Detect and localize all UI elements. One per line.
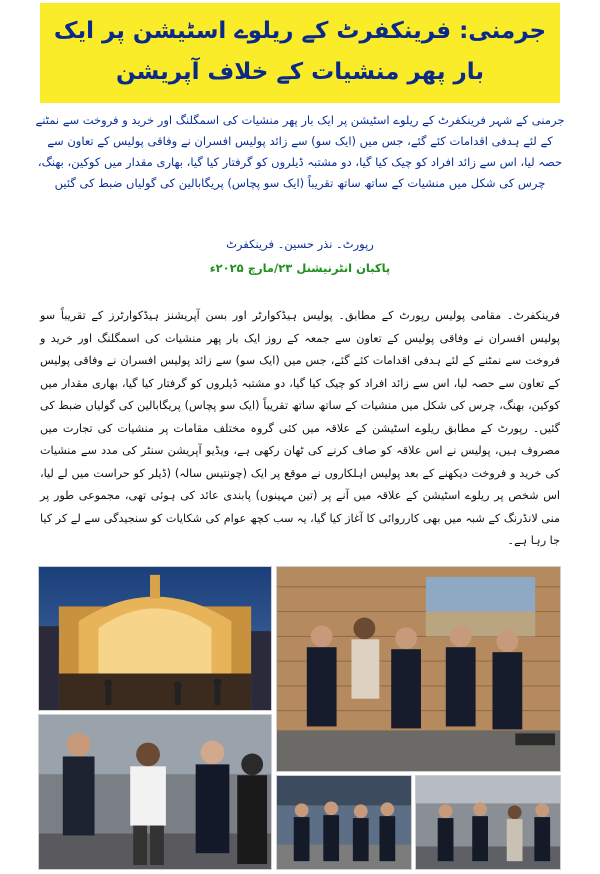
dateline: پاکبان انٹرنیشنل ۲۳/مارچ ۲۰۲۵ء xyxy=(209,261,391,275)
summary xyxy=(35,110,565,194)
headline-banner xyxy=(40,3,560,103)
photo-police-search xyxy=(276,566,561,772)
photo-officers-concourse xyxy=(276,775,412,870)
body-text: فرینکفرٹ۔ مقامی پولیس رپورٹ کے مطابق۔ پولیس ہیڈکوارٹر اور بسن آپریشنز ہیڈکوارٹرز کے تقریباً سو پولیس افسران نے وفاقی پولیس کے تعاون سے جمعہ کے روز ایک بار پھر منشیات کی اسمگلنگ اور خرید و فروخت سے نمٹنے کے لئے ہدفی اقدامات کئے گئے، جس میں (ایک سو) سے زائد پولیس افسران نے وفاقی پولیس کے تعاون سے حصہ لیا، اس سے زائد افراد کو چیک کیا گیا، دو مشتبہ ڈیلروں کو گرفتار کیا گیا، بھاری مقدار میں کوکین، بھنگ، چرس کی شکل میں منشیات کے ساتھ ساتھ تقریباً (ایک سو پچاس) پریگابالین کی گولیاں ضبط کی گئیں۔ رپورٹ کے مطابق ریلوے اسٹیشن کے علاقہ میں کئی گروہ مختلف مقامات پر منشیات کی تجارت میں مصروف ہیں، پولیس نے اس علاقہ کو صاف کرنے کی ٹھان رکھی ہے، ویڈیو آپریشن سنٹر کی مدد سے منشیات کی خرید و فروخت دیکھنے کے بعد پولیس اہلکاروں نے موقع پر ایک (چونتیس سالہ) (ڈیلر کو حراست میں لے لیا، اس شخص پر ریلوے اسٹیشن کے علاقہ میں آنے پر (تین مہینوں) پابندی عائد کی ہوئی تھی، مجموعی طور پر منی لانڈرنگ کے شبہ میں بھی کارروائی کا آغاز کیا گیا، یہ سب کچھ عوام کی شکایات کو سنجیدگی سے لے کر کیا جا رہا ہے۔ xyxy=(40,309,560,547)
photo-officers-platform xyxy=(415,775,561,870)
photo-collage xyxy=(38,566,561,870)
article-body xyxy=(40,305,560,553)
headline: جرمنی: فرینکفرٹ کے ریلوے اسٹیشن پر ایک بار پھر منشیات کے خلاف آپریشن xyxy=(53,18,547,85)
byline: رپورٹ۔ نذر حسین۔ فرینکفرٹ xyxy=(226,237,374,251)
photo-station-night xyxy=(38,566,272,711)
summary-text: جرمنی کے شہر فرینکفرٹ کے ریلوے اسٹیشن پر ایک بار پھر منشیات کی اسمگلنگ اور خرید و فروخت سے نمٹنے کے لئے ہدفی اقدامات کئے گئے، جس میں (ایک سو) سے زائد پولیس افسران نے وفاقی پولیس کے تعاون سے حصہ لیا، اس سے زائد افراد کو چیک کیا گیا، دو مشتبہ ڈیلروں کو گرفتار کیا گیا، بھاری مقدار میں کوکین، بھنگ، چرس کی شکل میں منشیات کے ساتھ ساتھ تقریباً (ایک سو پچاس) پریگابالین کی گولیاں ضبط کی گئیں xyxy=(35,113,565,190)
photo-police-arrest xyxy=(38,714,272,870)
